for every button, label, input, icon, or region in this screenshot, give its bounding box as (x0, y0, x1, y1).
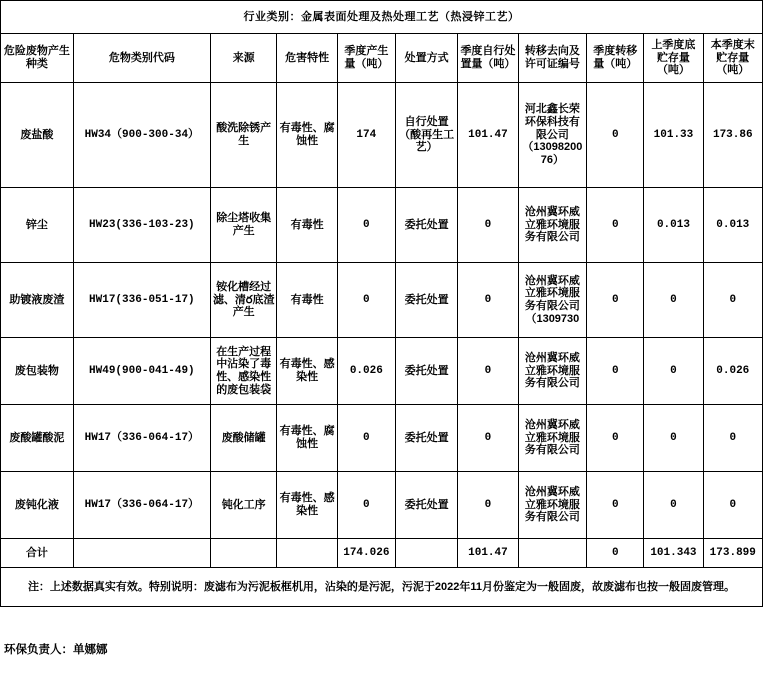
footer-spacer-mid (70, 607, 202, 635)
cell-transfer-amount: 0 (587, 338, 644, 405)
table-row (1, 263, 763, 338)
cell-self-disposal: 0 (458, 338, 518, 405)
cell-quarter-output: 0 (337, 472, 395, 539)
cell-last-quarter-storage: 0 (644, 472, 703, 539)
cell-disposal-method: 委托处置 (395, 405, 457, 472)
cell-transfer-to: 沧州冀环威立雅环境服务有限公司 (518, 338, 587, 405)
total-code-blank (73, 539, 210, 568)
footer-responsible-row (0, 635, 763, 663)
table-total-row (1, 539, 763, 568)
cell-source: 铵化槽经过滤、清ర底渣产生 (210, 263, 277, 338)
footer-spacer-left (0, 607, 70, 635)
cell-hazard: 有毒性、感染性 (277, 338, 337, 405)
page-title: 行业类别：金属表面处理及热处理工艺（热浸锌工艺） (1, 1, 763, 34)
cell-hazard: 有毒性、腐蚀性 (277, 83, 337, 188)
cell-transfer-amount: 0 (587, 188, 644, 263)
cell-transfer-amount: 0 (587, 472, 644, 539)
total-transfer-to-blank (518, 539, 587, 568)
table-row (1, 472, 763, 539)
cell-transfer-amount: 0 (587, 405, 644, 472)
cell-disposal-method: 委托处置 (395, 188, 457, 263)
cell-last-quarter-storage: 0 (644, 405, 703, 472)
column-header-disposal-method: 处置方式 (395, 34, 457, 83)
cell-source: 废酸储罐 (210, 405, 277, 472)
cell-self-disposal: 0 (458, 405, 518, 472)
cell-transfer-to: 沧州冀环威立雅环境服务有限公司 (518, 405, 587, 472)
cell-hazard: 有毒性 (277, 263, 337, 338)
cell-waste-code: HW17（336-064-17） (73, 405, 210, 472)
cell-waste-type: 废酸罐酸泥 (1, 405, 74, 472)
cell-waste-code: HW49(900-041-49) (73, 338, 210, 405)
cell-last-quarter-storage: 0.013 (644, 188, 703, 263)
total-this-quarter-storage: 173.899 (703, 539, 762, 568)
cell-waste-code: HW23(336-103-23) (73, 188, 210, 263)
total-last-quarter-storage: 101.343 (644, 539, 703, 568)
table-row (1, 188, 763, 263)
footer-blank-row (0, 607, 763, 635)
cell-quarter-output: 0 (337, 188, 395, 263)
cell-quarter-output: 174 (337, 83, 395, 188)
column-header-transfer-amount: 季度转移量（吨） (587, 34, 644, 83)
footer-area (0, 607, 763, 663)
column-header-self-disposal: 季度自行处置量（吨） (458, 34, 518, 83)
cell-waste-code: HW17（336-064-17） (73, 472, 210, 539)
cell-waste-type: 锌尘 (1, 188, 74, 263)
title-row (1, 1, 763, 34)
total-quarter-output: 174.026 (337, 539, 395, 568)
footer-spacer-right (202, 607, 763, 635)
cell-waste-type: 助镀液废渣 (1, 263, 74, 338)
cell-hazard: 有毒性、感染性 (277, 472, 337, 539)
column-header-last-quarter-storage: 上季度底贮存量（吨） (644, 34, 703, 83)
cell-self-disposal: 0 (458, 472, 518, 539)
cell-quarter-output: 0 (337, 405, 395, 472)
cell-waste-code: HW17(336-051-17) (73, 263, 210, 338)
cell-this-quarter-storage: 0.026 (703, 338, 762, 405)
cell-self-disposal: 0 (458, 188, 518, 263)
cell-source: 酸洗除锈产生 (210, 83, 277, 188)
cell-this-quarter-storage: 0 (703, 405, 762, 472)
total-disposal-blank (395, 539, 457, 568)
cell-transfer-to: 河北鑫长荣环保科技有限公司（1309820076） (518, 83, 587, 188)
cell-transfer-amount: 0 (587, 263, 644, 338)
cell-last-quarter-storage: 101.33 (644, 83, 703, 188)
table-row (1, 405, 763, 472)
total-source-blank (210, 539, 277, 568)
cell-disposal-method: 委托处置 (395, 472, 457, 539)
cell-quarter-output: 0 (337, 263, 395, 338)
column-header-this-quarter-storage: 本季度末贮存量（吨） (703, 34, 762, 83)
total-self-disposal: 101.47 (458, 539, 518, 568)
cell-transfer-to: 沧州冀环威立雅环境服务有限公司 (518, 472, 587, 539)
responsible-person-label: 环保负责人：单娜娜 (4, 644, 108, 656)
total-label: 合计 (1, 539, 74, 568)
cell-source: 除尘塔收集产生 (210, 188, 277, 263)
cell-hazard: 有毒性 (277, 188, 337, 263)
table-row (1, 83, 763, 188)
cell-self-disposal: 101.47 (458, 83, 518, 188)
total-transfer-amount: 0 (587, 539, 644, 568)
table-header-row (1, 34, 763, 83)
column-header-source: 来源 (210, 34, 277, 83)
column-header-transfer-to: 转移去向及许可证编号 (518, 34, 587, 83)
cell-disposal-method: 委托处置 (395, 338, 457, 405)
cell-this-quarter-storage: 0 (703, 263, 762, 338)
cell-transfer-amount: 0 (587, 83, 644, 188)
cell-last-quarter-storage: 0 (644, 338, 703, 405)
cell-source: 钝化工序 (210, 472, 277, 539)
cell-waste-type: 废包装物 (1, 338, 74, 405)
column-header-quarter-output: 季度产生量（吨） (337, 34, 395, 83)
cell-last-quarter-storage: 0 (644, 263, 703, 338)
cell-transfer-to: 沧州冀环威立雅环境服务有限公司（1309730 (518, 263, 587, 338)
footer-empty-cell (202, 635, 763, 663)
table-note: 注：上述数据真实有效。特别说明：废滤布为污泥板框机用，沾染的是污泥，污泥于2022年11月份鉴定为一般固废，故废滤布也按一般固废管理。 (1, 568, 763, 607)
cell-quarter-output: 0.026 (337, 338, 395, 405)
cell-this-quarter-storage: 173.86 (703, 83, 762, 188)
note-row (1, 568, 763, 607)
total-hazard-blank (277, 539, 337, 568)
cell-disposal-method: 自行处置（酸再生工艺） (395, 83, 457, 188)
cell-self-disposal: 0 (458, 263, 518, 338)
column-header-hazard: 危害特性 (277, 34, 337, 83)
table-row (1, 338, 763, 405)
column-header-waste-code: 危物类别代码 (73, 34, 210, 83)
cell-transfer-to: 沧州冀环威立雅环境服务有限公司 (518, 188, 587, 263)
cell-disposal-method: 委托处置 (395, 263, 457, 338)
cell-waste-type: 废钝化液 (1, 472, 74, 539)
cell-hazard: 有毒性、腐蚀性 (277, 405, 337, 472)
cell-source: 在生产过程中沾染了毒性、感染性的废包装袋 (210, 338, 277, 405)
cell-this-quarter-storage: 0.013 (703, 188, 762, 263)
column-header-waste-type: 危险废物产生种类 (1, 34, 74, 83)
cell-waste-type: 废盐酸 (1, 83, 74, 188)
cell-waste-code: HW34（900-300-34） (73, 83, 210, 188)
cell-this-quarter-storage: 0 (703, 472, 762, 539)
